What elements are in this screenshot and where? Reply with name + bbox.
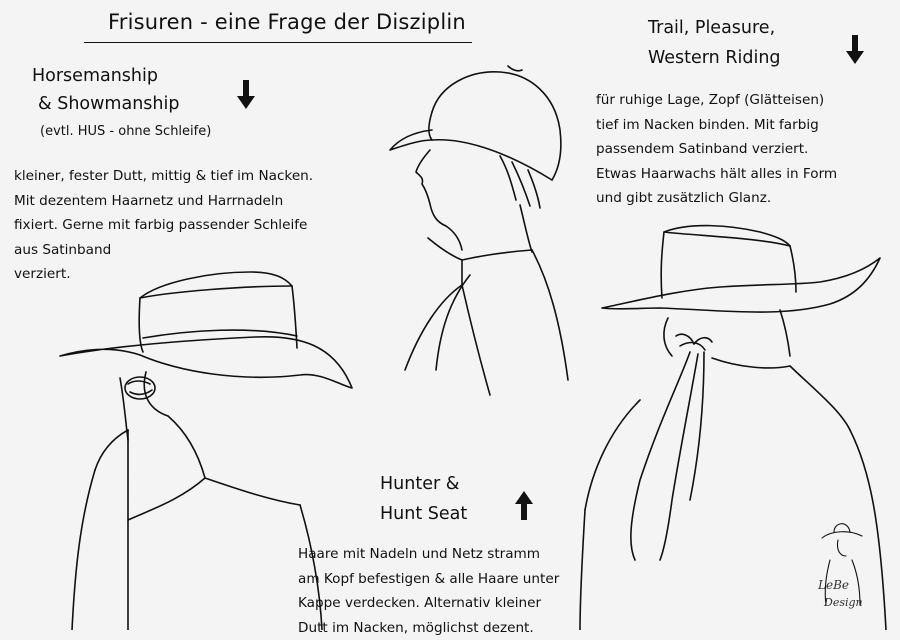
trail-body	[596, 88, 837, 211]
horsemanship-heading: Horsemanship	[32, 62, 158, 90]
trail-body-line: passendem Satinband verziert.	[596, 137, 837, 162]
hunter-body-line: am Kopf befestigen & alle Haare unter	[298, 567, 559, 592]
helmet-rider-illustration	[390, 66, 568, 395]
page-title: Frisuren - eine Frage der Disziplin	[108, 10, 466, 34]
horsemanship-subnote: (evtl. HUS - ohne Schleife)	[40, 124, 211, 139]
arrow-down-icon	[845, 35, 865, 65]
western-riding-heading: Western Riding	[648, 44, 781, 72]
horsemanship-body	[14, 164, 313, 287]
hunter-body-line: Kappe verdecken. Alternativ kleiner	[298, 591, 559, 616]
horsemanship-body-line: aus Satinband	[14, 238, 313, 263]
western-hat-ponytail-illustration	[580, 226, 886, 630]
horsemanship-body-line: kleiner, fester Dutt, mittig & tief im Nacken.	[14, 164, 313, 189]
hunter-body-line: Haare mit Nadeln und Netz stramm	[298, 542, 559, 567]
horsemanship-body-line: Mit dezentem Haarnetz und Harrnadeln	[14, 189, 313, 214]
horsemanship-body-line: fixiert. Gerne mit farbig passender Schleife	[14, 213, 313, 238]
trail-body-line: und gibt zusätzlich Glanz.	[596, 186, 837, 211]
trail-body-line: tief im Nacken binden. Mit farbig	[596, 113, 837, 138]
logo-text-lebe: LeBe	[818, 578, 849, 592]
hunter-body	[298, 542, 559, 640]
hunter-body-line: Dutt im Nacken, möglichst dezent.	[298, 616, 559, 640]
lebe-design-logo-sketch	[822, 524, 862, 605]
trail-body-line: Etwas Haarwachs hält alles in Form	[596, 162, 837, 187]
trail-pleasure-heading: Trail, Pleasure,	[648, 14, 775, 42]
arrow-up-icon	[514, 490, 534, 520]
hunter-heading: Hunter &	[380, 470, 459, 498]
arrow-down-icon	[236, 80, 256, 110]
logo-text-design: Design	[824, 596, 863, 609]
horsemanship-body-line: verziert.	[14, 262, 313, 287]
showmanship-heading: & Showmanship	[38, 90, 179, 118]
hunt-seat-heading: Hunt Seat	[380, 500, 467, 528]
trail-body-line: für ruhige Lage, Zopf (Glätteisen)	[596, 88, 837, 113]
